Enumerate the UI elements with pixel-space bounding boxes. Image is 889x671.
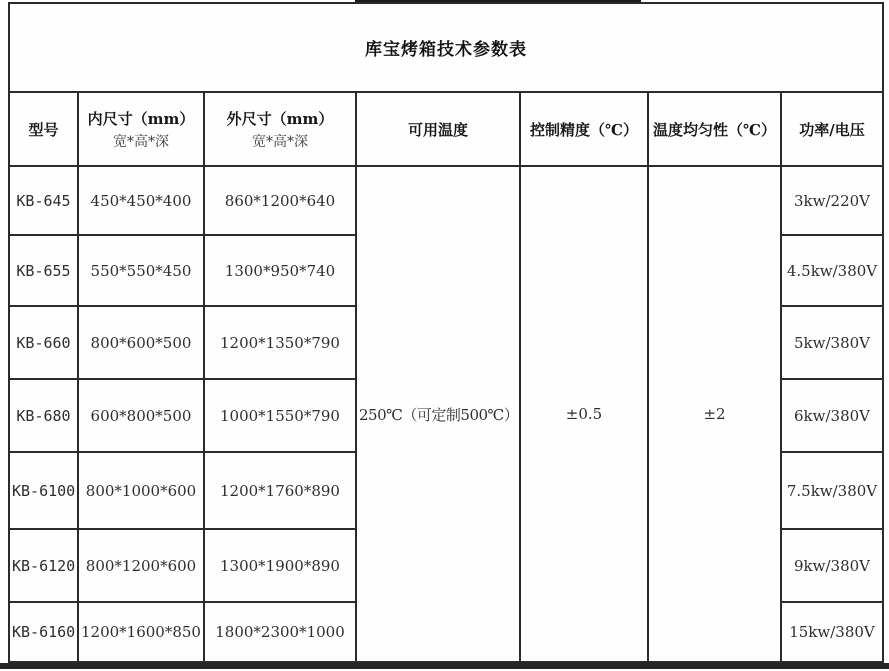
inner-size-cell: 600*800*500: [78, 379, 204, 452]
power-cell: 5kw/380V: [781, 306, 883, 379]
header-inner-size: [78, 92, 204, 166]
power-cell: 7.5kw/380V: [781, 452, 883, 529]
model-cell: KB-655: [9, 235, 78, 306]
inner-size-cell: 550*550*450: [78, 235, 204, 306]
header-inner-size-main: 内尺寸（mm）: [87, 109, 195, 128]
power-cell: 6kw/380V: [781, 379, 883, 452]
outer-size-cell: 1800*2300*1000: [204, 602, 356, 662]
model-cell: KB-6100: [9, 452, 78, 529]
header-inner-size-sub: 宽*高*深: [113, 133, 169, 150]
header-outer-size-sub: 宽*高*深: [252, 133, 308, 150]
header-outer-size: [204, 92, 356, 166]
table-title-row: [9, 3, 883, 92]
bottom-dark-bar: [0, 663, 889, 669]
inner-size-cell: 800*600*500: [78, 306, 204, 379]
spec-table: [8, 2, 884, 663]
inner-size-cell: 800*1200*600: [78, 529, 204, 602]
outer-size-cell: 1200*1760*890: [204, 452, 356, 529]
power-cell: 4.5kw/380V: [781, 235, 883, 306]
header-outer-size-main: 外尺寸（mm）: [226, 109, 334, 128]
inner-size-cell: 450*450*400: [78, 166, 204, 235]
header-usable-temp: 可用温度: [356, 92, 520, 166]
header-control-precision: 控制精度（℃）: [520, 92, 648, 166]
temp-uniformity-cell: ±2: [648, 166, 781, 662]
model-cell: KB-660: [9, 306, 78, 379]
page-title: 库宝烤箱技术参数表: [9, 3, 883, 92]
power-cell: 9kw/380V: [781, 529, 883, 602]
table-header-row: [9, 92, 883, 166]
outer-size-cell: 1000*1550*790: [204, 379, 356, 452]
model-cell: KB-6160: [9, 602, 78, 662]
power-cell: 15kw/380V: [781, 602, 883, 662]
outer-size-cell: 860*1200*640: [204, 166, 356, 235]
header-temp-uniformity: 温度均匀性（℃）: [648, 92, 781, 166]
outer-size-cell: 1200*1350*790: [204, 306, 356, 379]
outer-size-cell: 1300*950*740: [204, 235, 356, 306]
model-cell: KB-6120: [9, 529, 78, 602]
spec-table-row: [9, 166, 883, 235]
outer-size-cell: 1300*1900*890: [204, 529, 356, 602]
model-cell: KB-645: [9, 166, 78, 235]
power-cell: 3kw/220V: [781, 166, 883, 235]
header-model: 型号: [9, 92, 78, 166]
control-precision-cell: ±0.5: [520, 166, 648, 662]
header-power-voltage: 功率/电压: [781, 92, 883, 166]
inner-size-cell: 800*1000*600: [78, 452, 204, 529]
model-cell: KB-680: [9, 379, 78, 452]
usable-temp-cell: 250℃（可定制500℃）: [356, 166, 520, 662]
inner-size-cell: 1200*1600*850: [78, 602, 204, 662]
